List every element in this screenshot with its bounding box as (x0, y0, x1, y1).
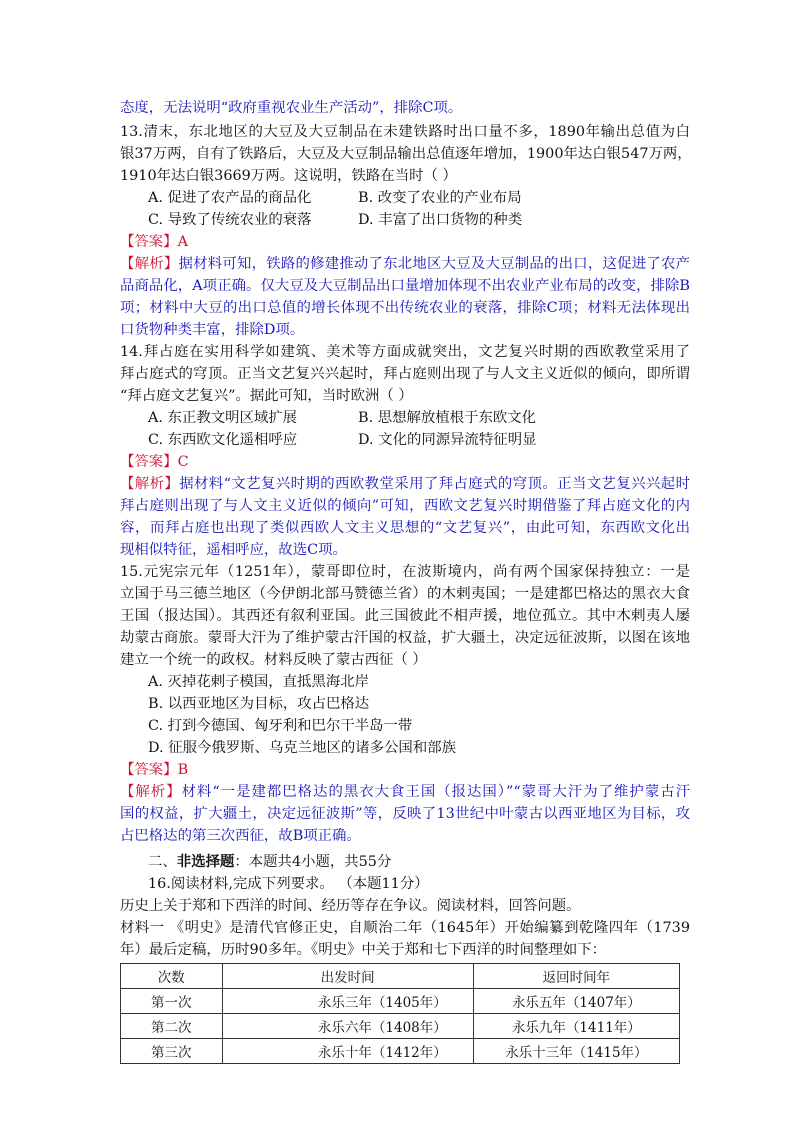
q15-option-c: C. 打到今德国、匈牙利和巴尔干半岛一带 (148, 718, 413, 734)
q15-analysis-line-3: 占巴格达的第三次西征，故B项正确。 (120, 828, 361, 844)
q15-option-a: A. 灭掉花剌子模国，直抵黑海北岸 (148, 674, 370, 690)
q13-option-c: C. 导致了传统农业的衰落 (148, 212, 312, 228)
q15-stem-line-5: 建立一个统一的政权。材料反映了蒙古西征（ ） (120, 652, 427, 668)
q13-option-b: B. 改变了农业的产业布局 (358, 190, 522, 206)
table-cell: 永乐十三年（1415年） (473, 1039, 679, 1064)
section-2-heading (148, 851, 718, 873)
q13-option-a: A. 促进了农产品的商品化 (148, 190, 312, 206)
q15-stem-line-2: 立国于马三德兰地区（今伊朗北部马赞德兰省）的木剌夷国；一是建都巴格达的黑衣大食 (120, 586, 690, 602)
table-cell: 第三次 (121, 1039, 223, 1064)
q16-stem: 16.阅读材料,完成下列要求。 （本题11分） (148, 876, 429, 892)
q15-analysis-line-1 (120, 781, 690, 803)
table-row (121, 1039, 680, 1064)
q13-stem-line-3: 1910年达白银3669万两。这说明，铁路在当时（ ） (120, 168, 457, 184)
q15-answer-value: B (177, 762, 189, 778)
q14-option-d: D. 文化的同源异流特征明显 (358, 432, 537, 448)
q13-option-d: D. 丰富了出口货物的种类 (358, 212, 523, 228)
answer-label: 【答案】 (120, 454, 178, 470)
table-row (121, 1014, 680, 1039)
table-cell: 永乐三年（1405年） (222, 989, 473, 1014)
q14-analysis-line-1 (120, 473, 690, 495)
q16-material-line-1: 材料一 《明史》是清代官修正史，自顺治二年（1645年）开始编纂到乾隆四年（1739 (120, 920, 690, 936)
q15-analysis-line-2: 国的权益，扩大疆土，决定远征波斯”等，反映了13世纪中叶蒙古以西亚地区为目标，攻 (120, 806, 690, 822)
q13-stem-line-1: 13.清末，东北地区的大豆及大豆制品在未建铁路时出口量不多，1890年输出总值为白 (120, 124, 690, 140)
q15-stem-line-3: 王国（报达国）。其西还有叙利亚国。此三国彼此不相声援，地位孤立。其中木剌夷人屡 (120, 608, 690, 624)
q15-analysis-text-1: 材料“一是建都巴格达的黑衣大食王国（报达国）”“蒙哥大汗为了维护蒙古汗 (181, 784, 690, 800)
section-2-title: 非选择题 (176, 853, 235, 870)
q13-analysis-text-1: 据材料可知，铁路的修建推动了东北地区大豆及大豆制品的出口，这促进了农产 (178, 256, 690, 272)
table-header-cell: 出发时间 (222, 964, 473, 989)
q14-option-a: A. 东正教文明区域扩展 (148, 410, 298, 426)
q14-analysis-line-2: 拜占庭则出现了与人文主义近似的倾向”可知，西欧文艺复兴时期借鉴了拜占庭文化的内 (120, 498, 690, 514)
q14-stem-line-3: “拜占庭文艺复兴”。据此可知，当时欧洲（ ） (120, 388, 413, 404)
q15-stem-line-1: 15.元宪宗元年（1251年），蒙哥即位时，在波斯境内，尚有两个国家保持独立：一是 (120, 564, 690, 580)
analysis-label: 【解析】 (120, 476, 180, 492)
q13-analysis-line-1 (120, 253, 690, 275)
answer-label: 【答案】 (120, 234, 178, 250)
section-2-suffix: ：本题共4小题，共55分 (234, 854, 392, 870)
q13-stem-line-2: 银37万两，自有了铁路后，大豆及大豆制品输出总值逐年增加，1900年达白银547万两， (120, 146, 692, 162)
table-header-cell: 次数 (121, 964, 223, 989)
q14-analysis-line-4: 现相似特征，遥相呼应，故选C项。 (120, 542, 347, 558)
q13-answer-value: A (177, 234, 188, 250)
q13-answer (120, 231, 690, 253)
section-2-prefix: 二、 (148, 854, 177, 870)
analysis-label: 【解析】 (120, 256, 179, 272)
q14-stem-line-1: 14.拜占庭在实用科学如建筑、美术等方面成就突出，文艺复兴时期的西欧教堂采用了 (120, 344, 690, 360)
q16-material-line-2: 年）最后定稿，历时90多年。《明史》中关于郑和七下西洋的时间整理如下： (120, 942, 607, 958)
table-header-row (121, 964, 680, 989)
q15-option-d: D. 征服今俄罗斯、乌克兰地区的诸多公国和部族 (148, 740, 456, 756)
table-cell: 永乐六年（1408年） (222, 1014, 473, 1039)
voyage-table (120, 963, 680, 1064)
q14-answer (120, 451, 690, 473)
q16-intro: 历史上关于郑和下西洋的时间、经历等存在争议。阅读材料，回答问题。 (120, 898, 581, 914)
q14-answer-value: C (177, 454, 189, 470)
q14-option-c: C. 东西欧文化遥相呼应 (148, 432, 298, 448)
q13-analysis-line-4: 口货物种类丰富，排除D项。 (120, 322, 305, 338)
table-cell: 永乐九年（1411年） (473, 1014, 679, 1039)
table-header-cell: 返回时间年 (473, 964, 679, 989)
table-cell: 第一次 (121, 989, 223, 1014)
table-row (121, 989, 680, 1014)
q15-answer (120, 759, 690, 781)
q14-analysis-line-3: 容，而拜占庭也出现了类似西欧人文主义思想的“文艺复兴”，由此可知，东西欧文化出 (120, 520, 690, 536)
q13-analysis-line-3: 项；材料中大豆的出口总值的增长体现不出传统农业的衰落，排除C项；材料无法体现出 (120, 300, 690, 316)
q15-stem-line-4: 劫蒙古商旅。蒙哥大汗为了维护蒙古汗国的权益，扩大疆土，决定远征波斯，以图在该地 (120, 630, 690, 646)
q15-option-b: B. 以西亚地区为目标，攻占巴格达 (148, 696, 370, 712)
table-cell: 永乐十年（1412年） (222, 1039, 473, 1064)
continued-analysis: 态度，无法说明“政府重视农业生产活动”，排除C项。 (120, 100, 463, 116)
q14-option-b: B. 思想解放植根于东欧文化 (358, 410, 537, 426)
table-cell: 第二次 (121, 1014, 223, 1039)
q14-stem-line-2: 拜占庭式的穹顶。正当文艺复兴兴起时，拜占庭则出现了与人文主义近似的倾向，即所谓 (120, 366, 690, 382)
answer-label: 【答案】 (120, 762, 178, 778)
q14-analysis-text-1: 据材料“文艺复兴时期的西欧教堂采用了拜占庭式的穹顶。正当文艺复兴兴起时 (179, 476, 690, 492)
q13-analysis-line-2: 品商品化，A项正确。仅大豆及大豆制品出口量增加体现不出农业产业布局的改变，排除B (120, 278, 690, 294)
analysis-label: 【解析】 (120, 784, 182, 800)
table-cell: 永乐五年（1407年） (473, 989, 679, 1014)
